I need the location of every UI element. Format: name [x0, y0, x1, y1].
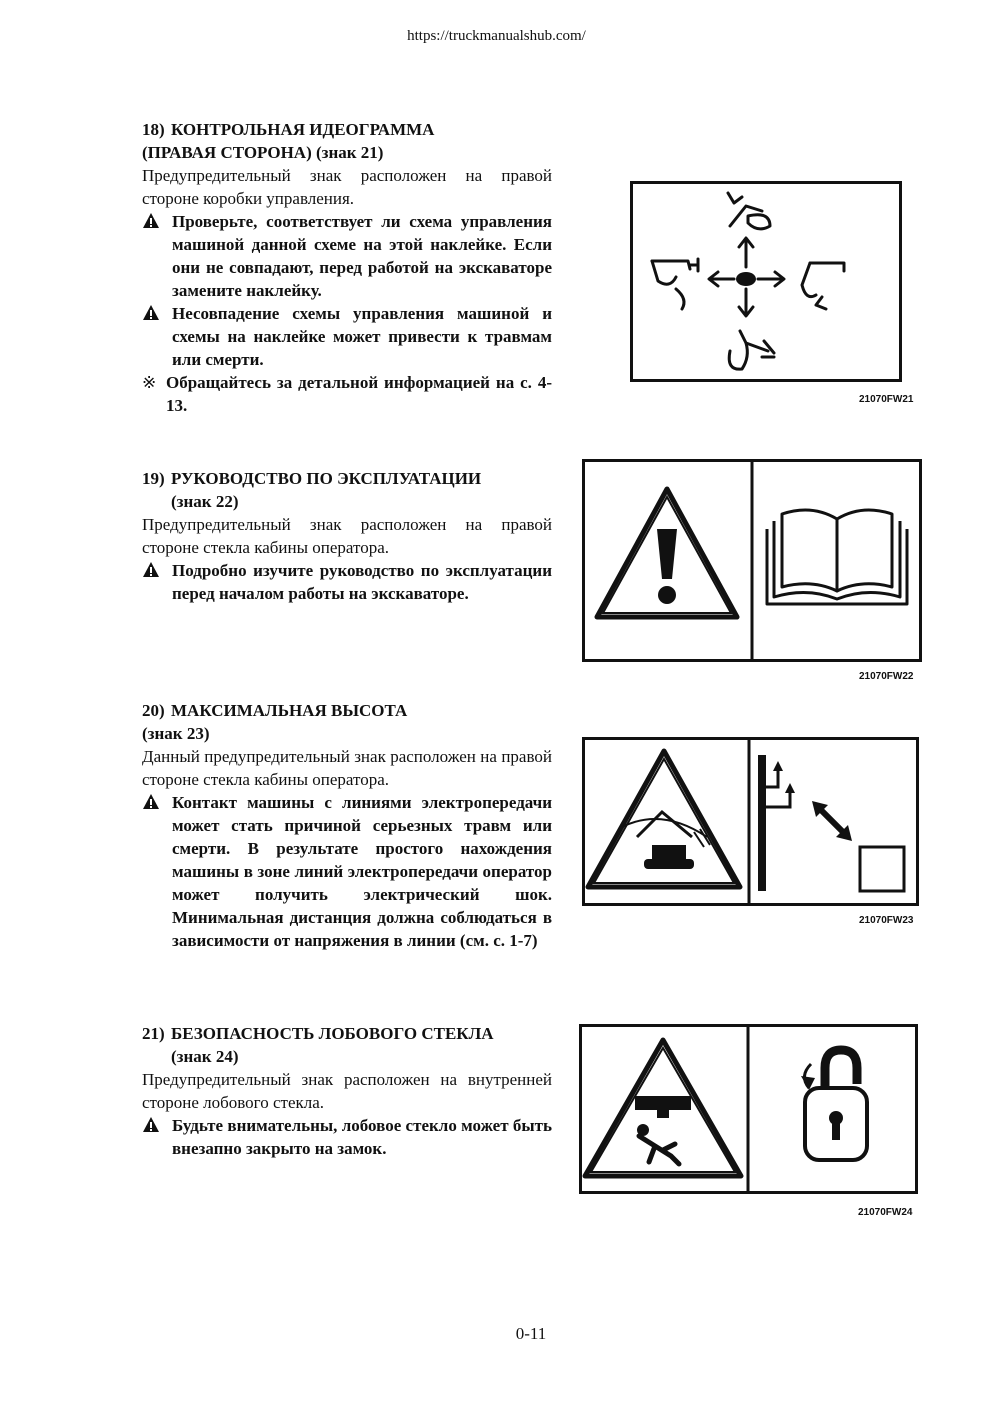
section-heading	[142, 1022, 552, 1068]
warning-triangle-icon	[142, 1116, 160, 1134]
warning-text: Контакт машины с линиями электропередачи может стать причиной серьезных травм или смерти. В результате простого нахождения машины в зоне линий электропередачи оператор может получить электрический шок. Минимальная дистанция должна соблюдаться в зависимости от напряжения в линии (см. с. 1-7)	[172, 793, 552, 950]
section-text: Предупредительный знак расположен на правой стороне коробки управления.	[142, 166, 552, 208]
section-19	[142, 467, 552, 605]
section-title-line1: БЕЗОПАСНОСТЬ ЛОБОВОГО СТЕКЛА	[171, 1024, 494, 1043]
section-text: Предупредительный знак расположен на внутренней стороне лобового стекла.	[142, 1070, 552, 1112]
section-title-line1: МАКСИМАЛЬНАЯ ВЫСОТА	[171, 701, 408, 720]
section-number: 18)	[142, 120, 165, 139]
note-item	[142, 371, 552, 417]
warning-item	[142, 302, 552, 371]
section-title-line2: (знак 22)	[171, 492, 239, 511]
warning-item	[142, 1114, 552, 1160]
warning-triangle-icon	[142, 212, 160, 230]
section-title-line1: РУКОВОДСТВО ПО ЭКСПЛУАТАЦИИ	[171, 469, 482, 488]
warning-triangle-icon	[142, 304, 160, 322]
figure-code: 21070FW22	[859, 671, 914, 682]
section-21	[142, 1022, 552, 1160]
section-title-line2: (знак 23)	[142, 724, 210, 743]
windshield-lock-sign	[579, 1024, 918, 1218]
section-number: 19)	[142, 469, 165, 488]
section-number: 20)	[142, 701, 165, 720]
max-height-sign	[582, 737, 919, 926]
section-title-line2: (знак 24)	[171, 1047, 239, 1066]
header-url[interactable]: https://truckmanualshub.com/	[407, 28, 586, 44]
warning-triangle-icon	[142, 561, 160, 579]
figure-code: 21070FW21	[859, 394, 914, 405]
warning-item	[142, 559, 552, 605]
section-heading	[142, 118, 552, 164]
warning-text: Будьте внимательны, лобовое стекло может быть внезапно закрыто на замок.	[172, 1116, 552, 1158]
section-title-line2: (ПРАВАЯ СТОРОНА) (знак 21)	[142, 143, 384, 162]
warning-item	[142, 791, 552, 952]
warning-text: Проверьте, соответствует ли схема управления машиной данной схеме на этой наклейке. Если они не совпадают, перед работой на экскаваторе замените наклейку.	[172, 212, 552, 300]
page-number: 0-11	[515, 1324, 547, 1343]
section-heading	[142, 699, 552, 745]
warning-item	[142, 210, 552, 302]
section-20	[142, 699, 552, 952]
control-pattern-sign	[630, 181, 914, 405]
section-title-line1: КОНТРОЛЬНАЯ ИДЕОГРАММА	[171, 120, 435, 139]
note-symbol-icon: ※	[142, 373, 157, 392]
section-18	[142, 118, 552, 417]
section-heading	[142, 467, 552, 513]
section-text: Предупредительный знак расположен на правой стороне стекла кабины оператора.	[142, 515, 552, 557]
section-number: 21)	[142, 1024, 165, 1043]
figure-code: 21070FW24	[858, 1207, 913, 1218]
warning-triangle-icon	[142, 793, 160, 811]
note-text: Обращайтесь за детальной информацией на с. 4-13.	[166, 373, 552, 415]
read-manual-sign	[582, 459, 922, 682]
warning-text: Подробно изучите руководство по эксплуатации перед началом работы на экскаваторе.	[172, 561, 552, 603]
warning-text: Несовпадение схемы управления машиной и схемы на наклейке может привести к травмам или смерти.	[172, 304, 552, 369]
figure-code: 21070FW23	[859, 915, 914, 926]
section-text: Данный предупредительный знак расположен на правой стороне стекла кабины оператора.	[142, 747, 552, 789]
